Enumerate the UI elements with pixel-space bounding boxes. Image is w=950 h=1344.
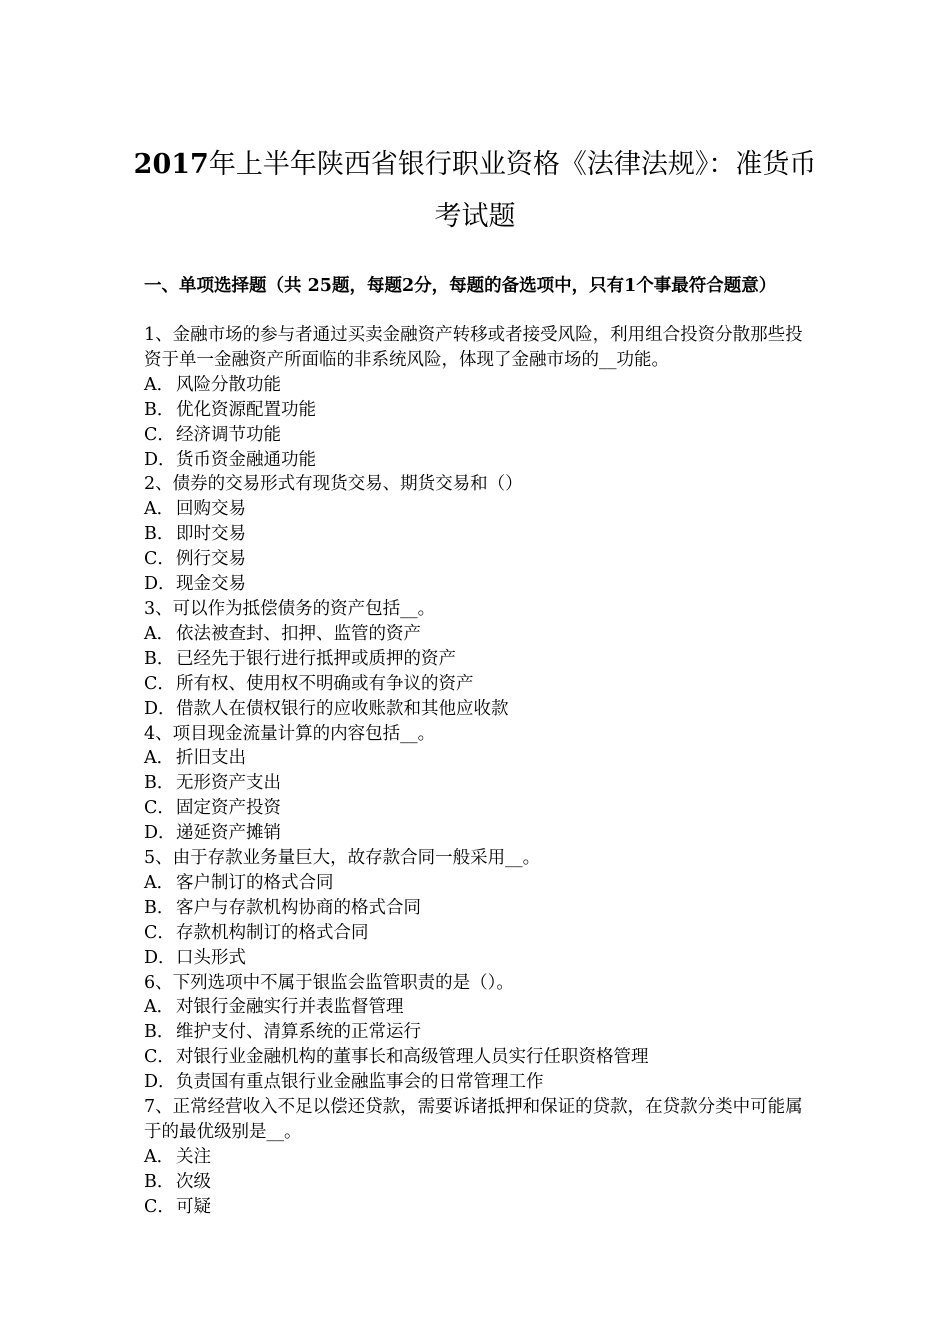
- option-letter: C．: [144, 424, 175, 445]
- option-letter: C．: [144, 1196, 175, 1217]
- option-letter: B．: [144, 1022, 175, 1043]
- option-letter: B．: [144, 1171, 175, 1192]
- option-list: [144, 871, 814, 971]
- option-text: 次级: [176, 1171, 211, 1192]
- answer-option: [144, 672, 814, 697]
- option-text: 回购交易: [176, 499, 246, 520]
- answer-option: [144, 697, 814, 722]
- option-letter: D．: [144, 947, 176, 968]
- answer-option: [144, 448, 814, 473]
- option-text: 例行交易: [176, 549, 246, 570]
- answer-option: [144, 1170, 814, 1195]
- option-text: 风险分散功能: [176, 374, 281, 395]
- option-list: [144, 373, 814, 473]
- answer-option: [144, 1045, 814, 1070]
- answer-option: [144, 1020, 814, 1045]
- option-text: 维护支付、清算系统的正常运行: [176, 1022, 421, 1043]
- question-stem: 5、由于存款业务量巨大，故存款合同一般采用__。: [144, 848, 541, 869]
- option-letter: D．: [144, 449, 176, 470]
- option-letter: C．: [144, 798, 175, 819]
- answer-option: [144, 771, 814, 796]
- option-letter: A．: [144, 872, 175, 893]
- answer-option: [144, 547, 814, 572]
- option-text: 已经先于银行进行抵押或质押的资产: [176, 648, 456, 669]
- option-letter: B．: [144, 773, 175, 794]
- option-text: 即时交易: [176, 524, 246, 545]
- option-list: [144, 746, 814, 846]
- question-item: [144, 323, 814, 472]
- option-text: 货币资金融通功能: [176, 449, 316, 470]
- question-list: [144, 323, 814, 1220]
- question-stem: 1、金融市场的参与者通过买卖金融资产转移或者接受风险，利用组合投资分散那些投资于单一金融资产所面临的非系统风险，体现了金融市场的__功能。: [144, 325, 803, 370]
- option-list: [144, 497, 814, 597]
- answer-option: [144, 647, 814, 672]
- answer-option: [144, 995, 814, 1020]
- option-letter: A．: [144, 997, 175, 1018]
- question-item: [144, 472, 814, 597]
- option-letter: D．: [144, 823, 176, 844]
- question-stem: 4、项目现金流量计算的内容包括__。: [144, 723, 436, 744]
- option-text: 优化资源配置功能: [176, 399, 316, 420]
- answer-option: [144, 423, 814, 448]
- title-text: 年上半年陕西省银行职业资格《法律法规》：准货币: [208, 149, 817, 180]
- option-letter: A．: [144, 623, 175, 644]
- answer-option: [144, 572, 814, 597]
- option-list: [144, 622, 814, 722]
- option-list: [144, 1145, 814, 1220]
- question-stem: 7、正常经营收入不足以偿还贷款，需要诉诸抵押和保证的贷款，在贷款分类中可能属于的最优级别是__。: [144, 1097, 803, 1142]
- option-text: 依法被查封、扣押、监管的资产: [176, 623, 421, 644]
- option-text: 存款机构制订的格式合同: [176, 922, 369, 943]
- option-letter: A．: [144, 1146, 175, 1167]
- option-text: 固定资产投资: [176, 798, 281, 819]
- question-stem: 6、下列选项中不属于银监会监管职责的是（）。: [144, 972, 514, 993]
- option-letter: B．: [144, 897, 175, 918]
- question-stem: 2、债券的交易形式有现货交易、期货交易和（）: [144, 474, 523, 495]
- option-text: 客户制订的格式合同: [176, 872, 334, 893]
- option-text: 负责国有重点银行业金融监事会的日常管理工作: [176, 1072, 544, 1093]
- option-text: 关注: [176, 1146, 211, 1167]
- option-text: 折旧支出: [176, 748, 246, 769]
- question-item: [144, 1095, 814, 1220]
- option-text: 所有权、使用权不明确或有争议的资产: [176, 673, 474, 694]
- answer-option: [144, 622, 814, 647]
- option-letter: A．: [144, 748, 175, 769]
- option-text: 对银行金融实行并表监督管理: [176, 997, 404, 1018]
- option-text: 客户与存款机构协商的格式合同: [176, 897, 421, 918]
- option-text: 口头形式: [176, 947, 246, 968]
- option-letter: D．: [144, 698, 176, 719]
- option-letter: B．: [144, 648, 175, 669]
- option-letter: A．: [144, 499, 175, 520]
- option-text: 现金交易: [176, 574, 246, 595]
- option-letter: C．: [144, 549, 175, 570]
- answer-option: [144, 398, 814, 423]
- answer-option: [144, 821, 814, 846]
- answer-option: [144, 1145, 814, 1170]
- option-letter: D．: [144, 1072, 176, 1093]
- document-title-line-1: [120, 150, 830, 180]
- answer-option: [144, 921, 814, 946]
- option-letter: B．: [144, 524, 175, 545]
- option-text: 可疑: [176, 1196, 211, 1217]
- answer-option: [144, 796, 814, 821]
- option-letter: D．: [144, 574, 176, 595]
- answer-option: [144, 871, 814, 896]
- answer-option: [144, 522, 814, 547]
- option-letter: C．: [144, 922, 175, 943]
- option-text: 递延资产摊销: [176, 823, 281, 844]
- option-letter: C．: [144, 673, 175, 694]
- answer-option: [144, 373, 814, 398]
- answer-option: [144, 497, 814, 522]
- answer-option: [144, 746, 814, 771]
- answer-option: [144, 896, 814, 921]
- option-letter: B．: [144, 399, 175, 420]
- question-item: [144, 971, 814, 1096]
- option-text: 经济调节功能: [176, 424, 281, 445]
- option-text: 对银行业金融机构的董事长和高级管理人员实行任职资格管理: [176, 1047, 649, 1068]
- answer-option: [144, 946, 814, 971]
- question-stem: 3、可以作为抵偿债务的资产包括__。: [144, 598, 436, 619]
- answer-option: [144, 1070, 814, 1095]
- title-year: 2017: [133, 149, 209, 180]
- question-item: [144, 597, 814, 722]
- section-heading: 一、单项选择题（共 25题，每题2分，每题的备选项中，只有1个事最符合题意）: [144, 276, 777, 296]
- option-list: [144, 995, 814, 1095]
- option-text: 无形资产支出: [176, 773, 281, 794]
- option-letter: A．: [144, 374, 175, 395]
- option-text: 借款人在债权银行的应收账款和其他应收款: [176, 698, 509, 719]
- question-item: [144, 722, 814, 847]
- answer-option: [144, 1195, 814, 1220]
- option-letter: C．: [144, 1047, 175, 1068]
- document-title-line-2: 考试题: [434, 201, 516, 232]
- question-item: [144, 846, 814, 971]
